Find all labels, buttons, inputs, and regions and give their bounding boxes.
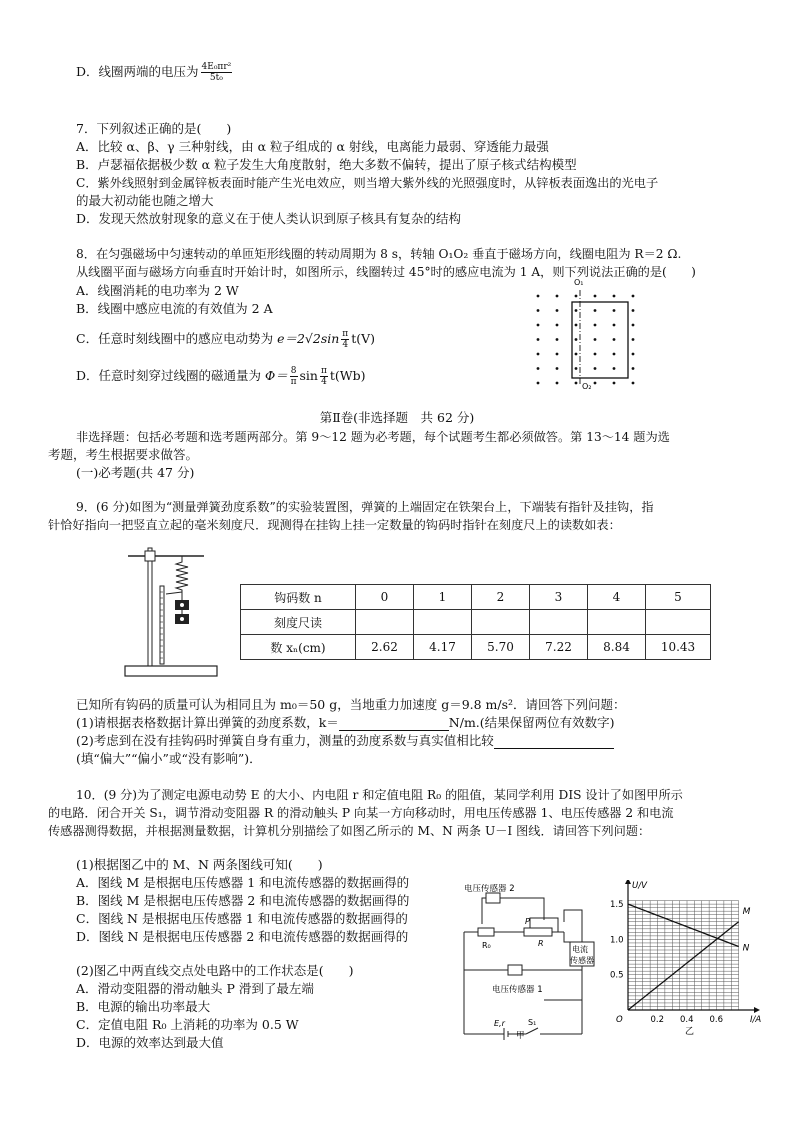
table-cell <box>646 610 711 635</box>
q10-stem-line1: 10．(9 分)为了测定电源电动势 E 的大小、内电阻 r 和定值电阻 R₀ 的阻值，某同学利用 DIS 设计了如图甲所示 <box>76 788 683 802</box>
field-dot <box>575 382 578 385</box>
table-header-x-line1: 刻度尺读 <box>241 610 356 635</box>
q10-stem-line2: 的电路．闭合开关 S₁，调节滑动变阻器 R 的滑动触头 P 向某一方向移动时，用电压传感器 1、电压传感器 2 和电流 <box>48 806 674 820</box>
field-dot <box>632 353 635 356</box>
field-dot <box>556 382 559 385</box>
field-dot <box>575 324 578 327</box>
q8-d-frac2-num: π <box>320 366 327 376</box>
field-dot <box>537 309 540 312</box>
q10-subq2-d: D．电源的效率达到最大值 <box>76 1035 224 1050</box>
field-dot <box>594 353 597 356</box>
section-title: 第Ⅱ卷(非选择题 共 62 分) <box>319 410 475 425</box>
q8-c-fraction <box>341 329 349 350</box>
field-dot <box>613 367 616 370</box>
q8-stem-line1: 8．在匀强磁场中匀速转动的单匝矩形线圈的转动周期为 8 s，转轴 O₁O₂ 垂直于磁场方向，线圈电阻为 R＝2 Ω. <box>76 247 682 261</box>
q8-d-frac1-den: π <box>290 377 297 387</box>
x-tick-label: 0.2 <box>650 1015 665 1025</box>
q8-option-c <box>76 329 375 350</box>
circuit-label-r: R <box>538 939 544 948</box>
field-dot <box>613 353 616 356</box>
circuit-label-v1: 电压传感器 1 <box>492 985 543 995</box>
table-cell: 0 <box>356 585 414 610</box>
table-cell <box>414 610 472 635</box>
q7-option-c-cont: 的最大初动能也随之增大 <box>76 193 214 208</box>
q8-option-d-mid: sin <box>299 368 318 383</box>
q6-fraction-denominator: 5t₀ <box>209 73 223 83</box>
y-tick-label: 0.5 <box>610 970 624 981</box>
section-intro-line1: 非选择题：包括必考题和选考题两部分。第 9～12 题为必考题，每个试题考生都必须做答。第 13～14 题为选 <box>76 430 670 444</box>
q8-option-c-tail: t(V) <box>351 331 376 346</box>
circuit-caption: 甲 <box>516 1031 525 1040</box>
graph-caption: 乙 <box>685 1027 695 1036</box>
series-label-M: M <box>742 906 751 917</box>
axis-label-o1: O₁ <box>574 278 584 287</box>
field-dot <box>537 324 540 327</box>
q9-subq2-text: (2)考虑到在没有挂钩码时弹簧自身有重力，测量的劲度系数与真实值相比较 <box>76 733 494 748</box>
q8-d-fraction-2 <box>320 366 328 387</box>
field-dot <box>537 367 540 370</box>
field-dot <box>575 295 578 298</box>
table-header-x-line2: 数 xₙ(cm) <box>241 635 356 660</box>
circuit-label-p: P <box>525 917 530 926</box>
sensor-v2-box <box>486 893 500 903</box>
q8-c-frac-den: 4 <box>342 340 349 350</box>
table-cell <box>472 610 530 635</box>
table-cell <box>530 610 588 635</box>
field-dot <box>537 353 540 356</box>
y-tick-label: 1.0 <box>610 935 624 946</box>
q8-stem-line2: 从线圈平面与磁场方向垂直时开始计时，如图所示，线圈转过 45°时的感应电流为 1 A，则下列说法正确的是( ) <box>76 265 696 279</box>
q9-data-table <box>240 584 711 660</box>
q10-subq1-c: C．图线 N 是根据电压传感器 1 和电流传感器的数据画得的 <box>76 911 408 926</box>
switch-s1 <box>526 1028 538 1034</box>
field-dot <box>537 382 540 385</box>
q9-subq1-tail: N/m.(结果保留两位有效数字) <box>448 715 615 730</box>
table-cell: 4 <box>588 585 646 610</box>
table-row <box>241 610 711 635</box>
q7-option-c: C．紫外线照射到金属锌板表面时能产生光电效应，则当增大紫外线的光照强度时，从锌板表面逸出的光电子 <box>76 176 659 190</box>
q10-subq2-c: C．定值电阻 R₀ 上消耗的功率为 0.5 W <box>76 1017 299 1032</box>
field-dot <box>613 338 616 341</box>
series-line-M <box>628 922 739 1010</box>
circuit-label-s1: S₁ <box>528 1018 537 1027</box>
q10-circuit-diagram <box>458 884 606 1040</box>
x-axis-arrow <box>754 1007 760 1013</box>
table-cell: 3 <box>530 585 588 610</box>
stand-pole <box>148 548 152 666</box>
field-dot <box>594 338 597 341</box>
origin-label: O <box>616 1015 623 1025</box>
field-dot <box>594 367 597 370</box>
field-dot <box>594 295 597 298</box>
table-header-n: 钩码数 n <box>241 585 356 610</box>
circuit-label-current-1: 电流 <box>572 945 588 954</box>
field-dot <box>556 367 559 370</box>
field-dot <box>594 309 597 312</box>
q9-given: 已知所有钩码的质量可认为相同且为 m₀＝50 g，当地重力加速度 g＝9.8 m/s²．请回答下列问题： <box>76 697 626 712</box>
table-cell <box>588 610 646 635</box>
table-cell: 8.84 <box>588 635 646 660</box>
field-dot <box>575 353 578 356</box>
table-row <box>241 585 711 610</box>
q9-stem-line1: 9．(6 分)如图为“测量弹簧劲度系数”的实验装置图，弹簧的上端固定在铁架台上，下端装有指针及挂钩，指 <box>76 500 654 514</box>
q10-subq2-a: A．滑动变阻器的滑动触头 P 滑到了最左端 <box>76 981 314 996</box>
answer-blank-k[interactable] <box>339 716 449 731</box>
q6-fraction-numerator: 4E₀πr² <box>201 62 232 72</box>
q8-option-c-expr: e＝2√2sin <box>277 331 340 346</box>
axis-label-o2: O₂ <box>582 382 592 390</box>
q8-d-fraction-1 <box>290 366 298 387</box>
field-dot <box>556 295 559 298</box>
field-dot <box>556 338 559 341</box>
stand-base <box>125 666 217 676</box>
field-dot <box>632 309 635 312</box>
field-dot <box>613 324 616 327</box>
x-axis-label: I/A <box>750 1015 762 1025</box>
field-dot <box>632 324 635 327</box>
required-heading: (一)必考题(共 47 分) <box>76 465 195 480</box>
field-dot <box>613 309 616 312</box>
circuit-label-r0: R₀ <box>482 941 491 950</box>
field-dot <box>537 338 540 341</box>
field-dot <box>556 324 559 327</box>
q9-spring-apparatus <box>120 542 225 680</box>
field-dot <box>575 367 578 370</box>
q10-subq1-d: D．图线 N 是根据电压传感器 2 和电流传感器的数据画得的 <box>76 929 409 944</box>
table-cell <box>356 610 414 635</box>
q6-option-d-text: D．线圈两端的电压为 <box>76 64 199 79</box>
q8-option-b: B．线圈中感应电流的有效值为 2 A <box>76 301 273 316</box>
field-dot <box>632 338 635 341</box>
rheostat-r <box>524 928 552 936</box>
y-axis-arrow <box>625 880 631 884</box>
x-tick-label: 0.4 <box>680 1015 694 1025</box>
table-cell: 1 <box>414 585 472 610</box>
table-cell: 4.17 <box>414 635 472 660</box>
field-dot <box>632 367 635 370</box>
resistor-r0 <box>478 928 494 936</box>
q8-d-frac1-num: 8 <box>290 366 297 376</box>
q9-subq1-text: (1)请根据表格数据计算出弹簧的劲度系数，k＝ <box>76 715 339 730</box>
q7-option-b: B．卢瑟福依据极少数 α 粒子发生大角度散射，绝大多数不偏转，提出了原子核式结构模型 <box>76 157 577 172</box>
sensor-v1-box <box>508 965 522 975</box>
q10-subq2: (2)图乙中两直线交点处电路中的工作状态是( ) <box>76 963 354 978</box>
table-cell: 10.43 <box>646 635 711 660</box>
table-cell: 7.22 <box>530 635 588 660</box>
circuit-label-current-2: 传感器 <box>570 956 594 965</box>
field-dot <box>575 338 578 341</box>
table-cell: 2.62 <box>356 635 414 660</box>
q8-option-d-tail: t(Wb) <box>329 368 366 383</box>
q6-fraction <box>201 62 233 83</box>
field-dot <box>613 295 616 298</box>
field-dot <box>594 382 597 385</box>
table-cell: 5 <box>646 585 711 610</box>
table-row <box>241 635 711 660</box>
q8-c-frac-num: π <box>342 329 349 339</box>
q8-option-d <box>76 366 366 387</box>
q6-option-d <box>76 62 234 83</box>
q9-subq2 <box>76 733 614 749</box>
y-tick-label: 1.5 <box>610 900 624 911</box>
answer-blank-compare[interactable] <box>494 734 614 749</box>
field-dot <box>613 382 616 385</box>
field-dot <box>594 324 597 327</box>
field-dot <box>537 295 540 298</box>
series-label-N: N <box>742 943 750 954</box>
y-axis-label: U/V <box>632 881 647 891</box>
clamp <box>145 551 155 561</box>
graph-grid <box>628 901 739 1010</box>
q9-subq2-tail: (填“偏大”“偏小”或“没有影响”)． <box>76 751 262 766</box>
q8-option-a: A．线圈消耗的电功率为 2 W <box>76 283 239 298</box>
q8-d-frac2-den: 4 <box>321 377 327 387</box>
q10-ui-graph <box>606 880 766 1036</box>
q10-subq2-b: B．电源的输出功率最大 <box>76 999 211 1014</box>
q10-subq1: (1)根据图乙中的 M、N 两条图线可知( ) <box>76 857 323 872</box>
q9-stem-line2: 针恰好指向一把竖直立起的毫米刻度尺．现测得在挂钩上挂一定数量的钩码时指针在刻度尺上的读数如表： <box>48 518 621 532</box>
q8-coil-figure <box>528 274 648 390</box>
field-dot <box>556 309 559 312</box>
section-intro-line2: 考题，考生根据要求做答。 <box>48 447 199 462</box>
pointer <box>166 592 182 594</box>
q10-subq1-a: A．图线 M 是根据电压传感器 1 和电流传感器的数据画得的 <box>76 875 410 890</box>
q7-option-d: D．发现天然放射现象的意义在于使人类认识到原子核具有复杂的结构 <box>76 211 462 226</box>
x-tick-label: 0.6 <box>709 1015 724 1025</box>
table-cell: 5.70 <box>472 635 530 660</box>
magnetic-field-dots <box>537 295 635 385</box>
circuit-label-er: E,r <box>494 1019 505 1028</box>
q10-subq1-b: B．图线 M 是根据电压传感器 2 和电流传感器的数据画得的 <box>76 893 410 908</box>
circuit-label-v2: 电压传感器 2 <box>464 884 515 894</box>
q8-option-d-expr: Φ＝ <box>265 368 288 383</box>
field-dot <box>575 309 578 312</box>
q8-option-c-text: C．任意时刻线圈中的感应电动势为 <box>76 331 274 346</box>
spring <box>176 556 188 594</box>
field-dot <box>556 353 559 356</box>
q9-subq1 <box>76 715 615 731</box>
field-dot <box>632 295 635 298</box>
q10-stem-line3: 传感器测得数据，并根据测量数据，计算机分别描绘了如图乙所示的 M、N 两条 U－I 图线．请回答下列问题： <box>48 824 651 838</box>
field-dot <box>632 382 635 385</box>
q7-stem: 7．下列叙述正确的是( ) <box>76 121 232 136</box>
q8-option-d-text: D．任意时刻穿过线圈的磁通量为 <box>76 368 262 383</box>
table-cell: 2 <box>472 585 530 610</box>
q7-option-a: A．比较 α、β、γ 三种射线，由 α 粒子组成的 α 射线，电离能力最弱、穿透能力最强 <box>76 139 549 154</box>
